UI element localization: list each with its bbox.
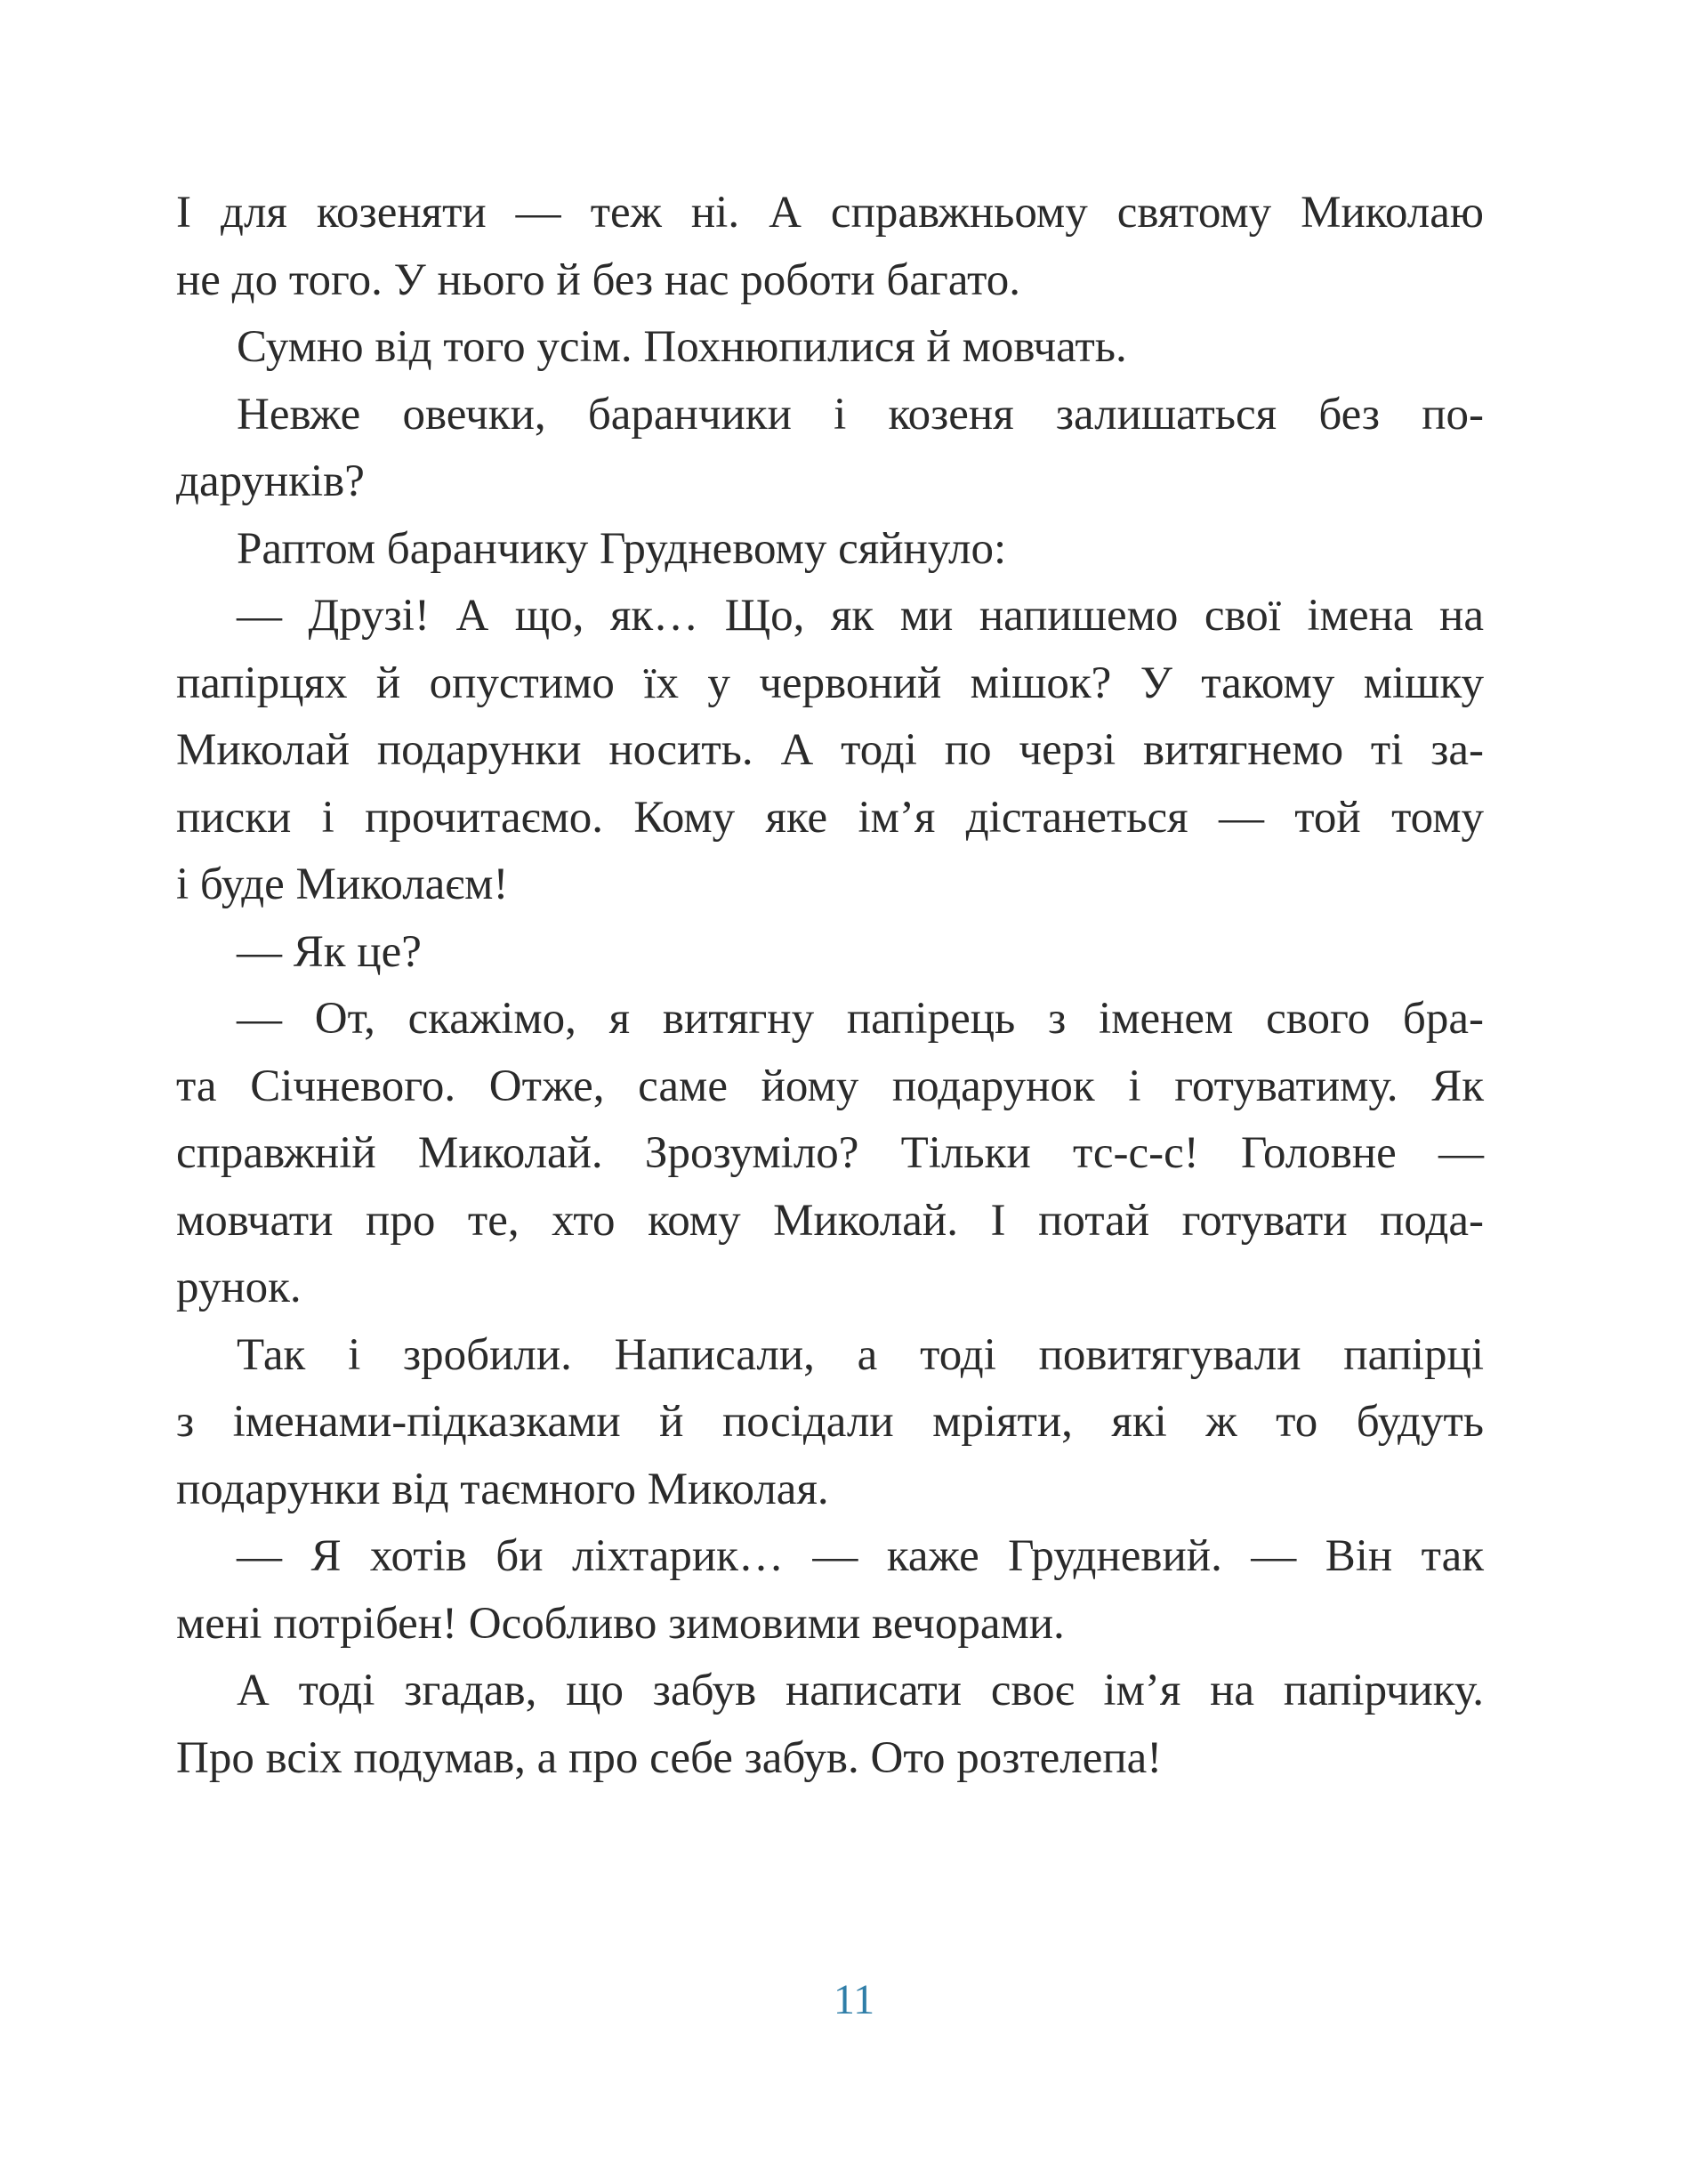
text-line: — От, скажімо, я витягну папірець з іменем свого бра- bbox=[237, 994, 1484, 1044]
text-line: Раптом баранчику Грудневому сяйнуло: bbox=[237, 523, 1007, 574]
text-line: папірцях й опустимо їх у червоний мішок? У такому мішку bbox=[176, 658, 1484, 708]
text-line: справжній Миколай. Зрозуміло? Тільки тс-с-с! Головне — bbox=[176, 1128, 1484, 1178]
text-line: Сумно від того усім. Похнюпилися й мовчать. bbox=[237, 322, 1127, 372]
text-line: рунок. bbox=[176, 1263, 302, 1312]
text-line: — Як це? bbox=[237, 926, 422, 977]
text-line: не до того. У нього й без нас роботи багато. bbox=[176, 254, 1021, 305]
text-line: І для козеняти — теж ні. А справжньому святому Миколаю bbox=[176, 188, 1484, 238]
text-line: писки і прочитаємо. Кому яке ім’я дістанеться — той тому bbox=[176, 792, 1484, 843]
text-line: подарунки від таємного Миколая. bbox=[176, 1464, 829, 1514]
page-number: 11 bbox=[833, 1976, 875, 2023]
text-line: Про всіх подумав, а про себе забув. Ото розтелепа! bbox=[176, 1732, 1163, 1783]
text-line: дарунків? bbox=[176, 456, 365, 506]
body-text bbox=[176, 180, 1484, 1792]
text-line: Так і зробили. Написали, а тоді повитягували папірці bbox=[237, 1329, 1484, 1380]
text-line: і буде Миколаєм! bbox=[176, 860, 509, 909]
text-line: А тоді згадав, що забув написати своє ім’я на папірчику. bbox=[237, 1666, 1484, 1715]
text-line: мовчати про те, хто кому Миколай. І потай готувати пода- bbox=[176, 1195, 1484, 1246]
text-line: Миколай подарунки носить. А тоді по черзі витягнемо ті за- bbox=[176, 725, 1484, 775]
text-line: та Січневого. Отже, саме йому подарунок і готуватиму. Як bbox=[176, 1061, 1484, 1111]
text-line: мені потрібен! Особливо зимовими вечорами. bbox=[176, 1598, 1065, 1649]
text-line: — Друзі! А що, як… Що, як ми напишемо свої імена на bbox=[237, 591, 1484, 641]
text-line: — Я хотів би ліхтарик… — каже Грудневий. — Він так bbox=[237, 1531, 1484, 1581]
text-line: Невже овечки, баранчики і козеня залишаться без по- bbox=[237, 389, 1484, 440]
text-line: з іменами-підказками й посідали мріяти, які ж то будуть bbox=[176, 1397, 1484, 1447]
